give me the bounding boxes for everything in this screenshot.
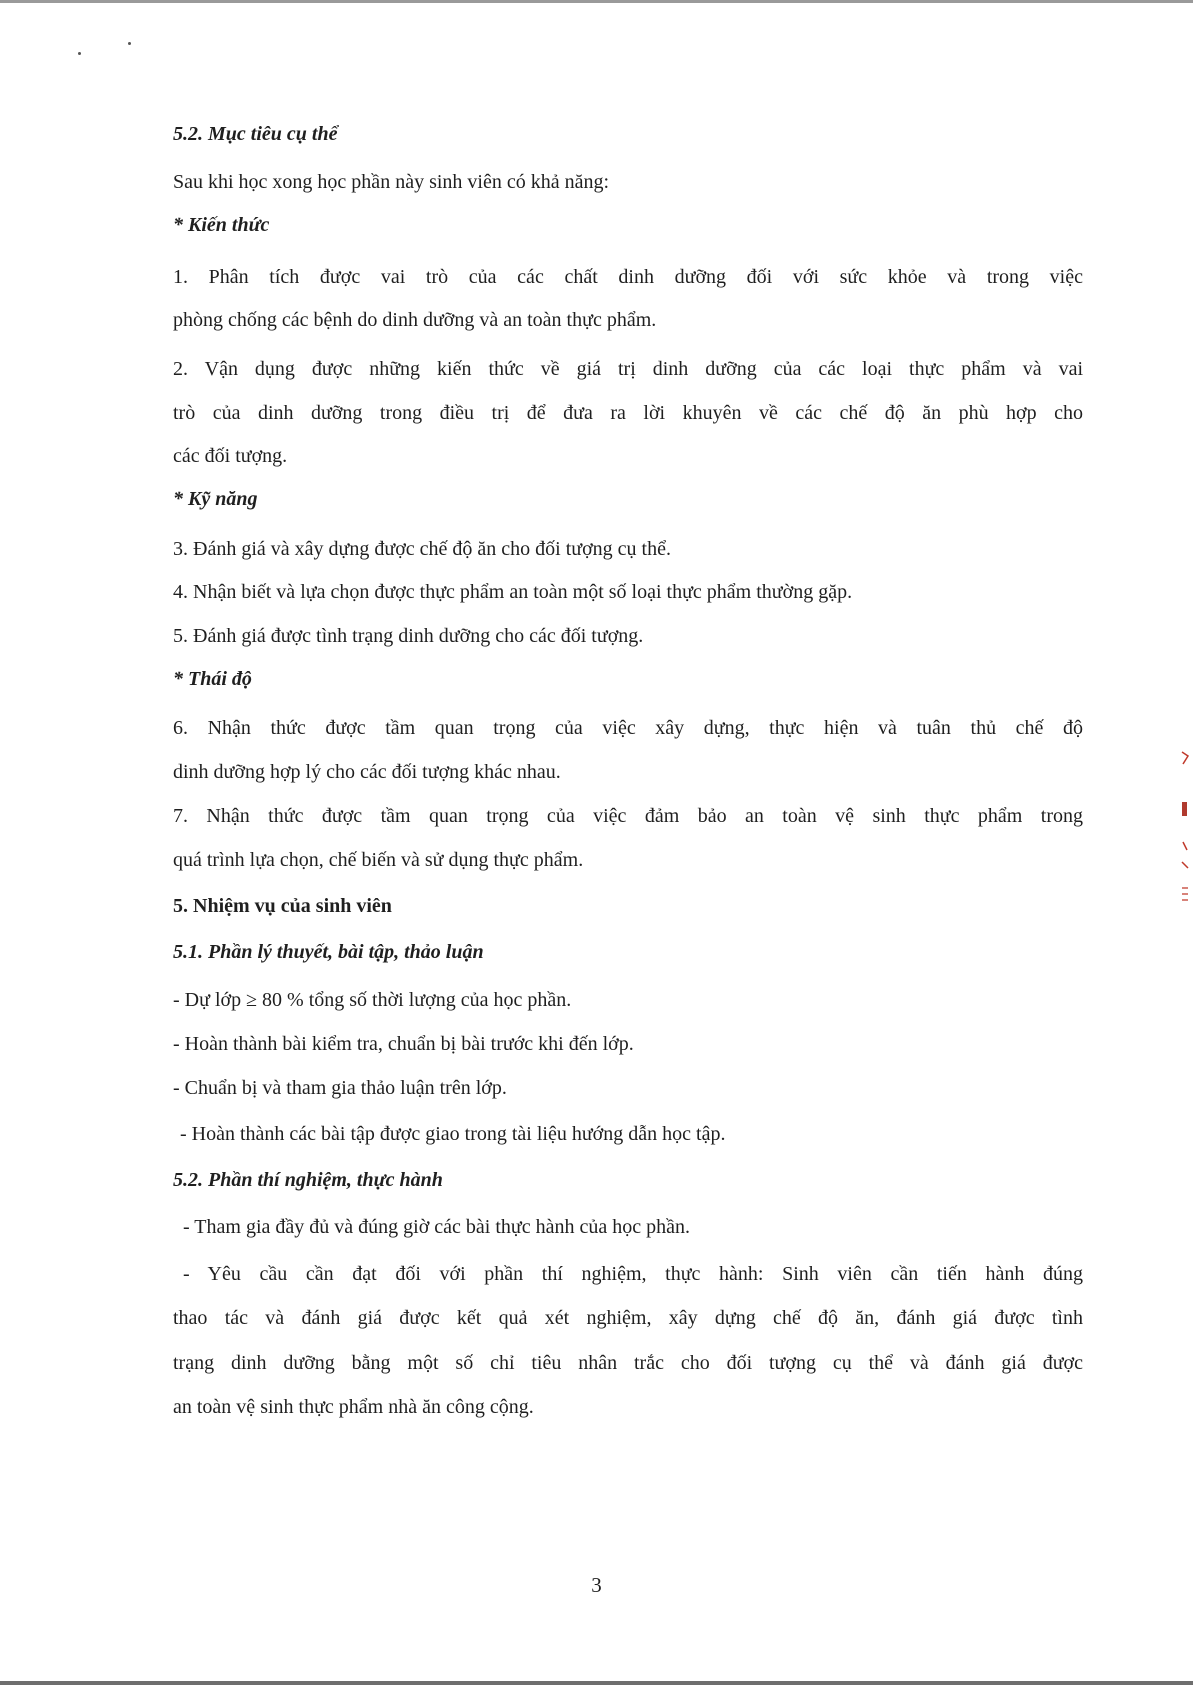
page-number: 3 [591,1573,602,1597]
goal-2-line-2: trò của dinh dưỡng trong điều trị để đưa ra lời khuyên về các chế độ ăn phù hợp cho [173,402,1083,424]
practice-requirement-line-4: an toàn vệ sinh thực phẩm nhà ăn công cộng. [173,1396,534,1418]
scan-edge-bottom [0,1681,1193,1685]
section-heading-practice: 5.2. Phần thí nghiệm, thực hành [173,1169,443,1191]
goal-6-line-1: 6. Nhận thức được tầm quan trọng của việc xây dựng, thực hiện và tuân thủ chế độ [173,717,1083,739]
scan-speck [78,52,81,55]
practice-requirement-line-2: thao tác và đánh giá được kết quả xét nghiệm, xây dựng chế độ ăn, đánh giá được tình [173,1307,1083,1329]
section-heading-specific-goals: 5.2. Mục tiêu cụ thể [173,123,338,145]
goal-4: 4. Nhận biết và lựa chọn được thực phẩm an toàn một số loại thực phẩm thường gặp. [173,581,853,603]
practice-requirement-line-3: trạng dinh dưỡng bằng một số chỉ tiêu nhân trắc cho đối tượng cụ thể và đánh giá được [173,1352,1083,1374]
task-exercises: - Hoàn thành các bài tập được giao trong tài liệu hướng dẫn học tập. [180,1123,726,1145]
subheading-knowledge: * Kiến thức [173,214,270,236]
goal-2-line-1: 2. Vận dụng được những kiến thức về giá trị dinh dưỡng của các loại thực phẩm và vai [173,358,1083,380]
scan-speck [128,42,131,45]
goal-2-line-3: các đối tượng. [173,445,288,467]
task-discussion: - Chuẩn bị và tham gia thảo luận trên lớp. [173,1077,507,1099]
goal-7-line-2: quá trình lựa chọn, chế biến và sử dụng thực phẩm. [173,849,584,871]
subheading-skills: * Kỹ năng [173,488,258,510]
practice-requirement-line-1: - Yêu cầu cần đạt đối với phần thí nghiệm, thực hành: Sinh viên cần tiến hành đúng [183,1263,1083,1285]
task-test: - Hoàn thành bài kiểm tra, chuẩn bị bài trước khi đến lớp. [173,1033,634,1055]
subheading-attitude: * Thái độ [173,668,252,690]
goal-3: 3. Đánh giá và xây dựng được chế độ ăn cho đối tượng cụ thể. [173,538,671,560]
goal-7-line-1: 7. Nhận thức được tầm quan trọng của việc đảm bảo an toàn vệ sinh thực phẩm trong [173,805,1083,827]
margin-stamp-fragment [1180,742,1190,902]
practice-attendance: - Tham gia đầy đủ và đúng giờ các bài thực hành của học phần. [183,1216,690,1238]
goal-1-line-1: 1. Phân tích được vai trò của các chất dinh dưỡng đối với sức khỏe và trong việc [173,266,1083,288]
goal-6-line-2: dinh dưỡng hợp lý cho các đối tượng khác nhau. [173,761,561,783]
section-heading-student-tasks: 5. Nhiệm vụ của sinh viên [173,895,392,917]
task-attendance: - Dự lớp ≥ 80 % tổng số thời lượng của học phần. [173,989,572,1011]
scan-edge-top [0,0,1193,3]
section-heading-theory: 5.1. Phần lý thuyết, bài tập, thảo luận [173,941,484,963]
intro-text: Sau khi học xong học phần này sinh viên có khả năng: [173,171,610,193]
goal-1-line-2: phòng chống các bệnh do dinh dưỡng và an toàn thực phẩm. [173,309,657,331]
goal-5: 5. Đánh giá được tình trạng dinh dưỡng cho các đối tượng. [173,625,644,647]
